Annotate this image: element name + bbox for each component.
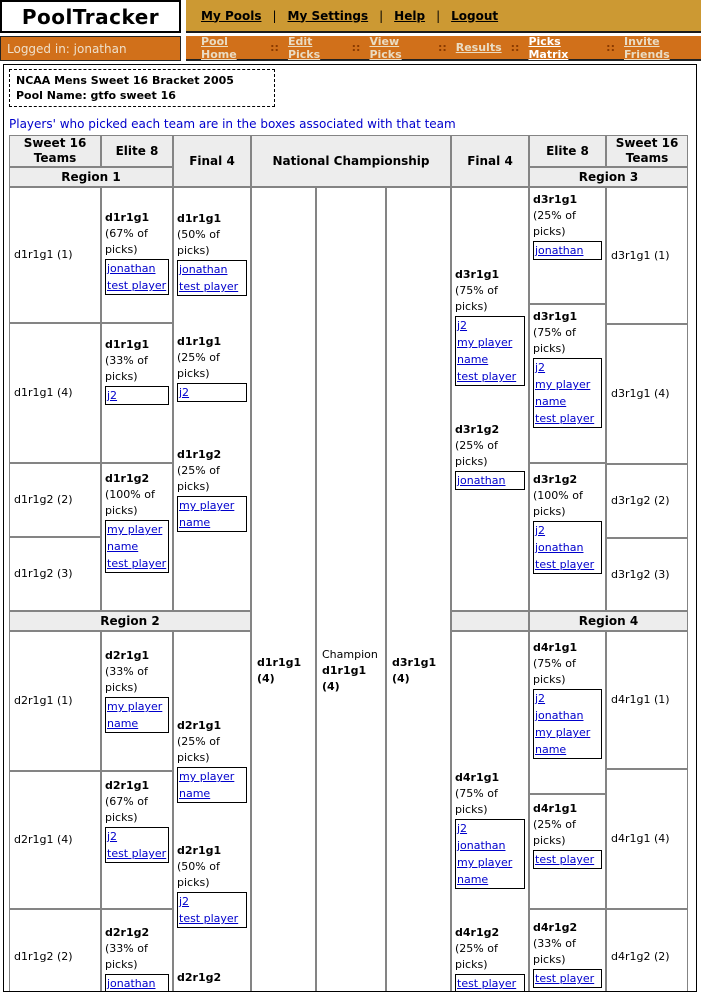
region-2-header: Region 2: [9, 611, 251, 631]
pick-percentage: (50% of picks): [177, 228, 220, 257]
players-notice: Players' who picked each team are in the boxes associated with that team: [9, 117, 456, 131]
pick-percentage: (50% of picks): [177, 860, 220, 889]
final4-left-result: [251, 187, 316, 992]
pick-percentage: (75% of picks): [455, 284, 498, 313]
team-name: d3r1g1: [455, 268, 500, 281]
pick-percentage: (33% of picks): [533, 937, 576, 966]
bracket-title: NCAA Mens Sweet 16 Bracket 2005: [16, 74, 234, 87]
team-name: d2r1g2: [105, 926, 150, 939]
player-link[interactable]: test player: [457, 977, 517, 990]
player-link[interactable]: test player: [179, 280, 239, 293]
player-link[interactable]: my player name: [535, 378, 591, 408]
pool-name: Pool Name: gtfo sweet 16: [16, 89, 176, 102]
team-name: d2r1g1: [105, 779, 150, 792]
game-cell: [529, 794, 606, 909]
team-name: d4r1g2: [455, 926, 500, 939]
player-link[interactable]: j2: [107, 830, 118, 843]
final4-cell-right-top: [451, 187, 529, 611]
player-link[interactable]: test player: [535, 853, 595, 866]
game-cell: [529, 187, 606, 304]
seed-cell: d2r1g1 (4): [9, 771, 101, 909]
player-box: [177, 260, 247, 296]
game-block: [455, 422, 527, 490]
pick-percentage: (67% of picks): [105, 795, 148, 824]
logged-in-status: Logged in: jonathan: [0, 36, 181, 61]
game-block: [455, 925, 527, 992]
seed-cell: d2r1g1 (1): [9, 631, 101, 771]
pick-percentage: (75% of picks): [533, 657, 576, 686]
nav-separator: ::: [510, 41, 520, 54]
player-link[interactable]: my player name: [179, 770, 235, 800]
player-link[interactable]: test player: [535, 972, 595, 985]
game-cell: [101, 323, 173, 463]
team-name: d3r1g2: [533, 473, 578, 486]
nav-separator: ::: [351, 41, 361, 54]
team-name: d3r1g2: [455, 423, 500, 436]
top-menu-bar: [186, 0, 701, 33]
game-cell: [101, 909, 173, 992]
game-cell: [529, 304, 606, 463]
game-cell: [101, 771, 173, 909]
player-box: [105, 520, 169, 573]
player-box: [455, 471, 525, 490]
nav-separator: ::: [270, 41, 279, 54]
region-4-header: Region 4: [529, 611, 688, 631]
final4-cell-left-top: [173, 187, 251, 611]
player-link[interactable]: j2: [535, 692, 546, 705]
player-link[interactable]: jonathan: [107, 977, 156, 990]
game-block: [177, 843, 249, 928]
seed-cell: d1r1g2 (2): [9, 463, 101, 537]
nav-link-results[interactable]: Results: [455, 41, 502, 54]
menu-separator: |: [379, 8, 384, 23]
player-link[interactable]: jonathan: [457, 474, 506, 487]
seed-cell: d3r1g1 (4): [606, 324, 688, 464]
team-name: d1r1g1: [177, 212, 222, 225]
game-block: [455, 267, 527, 386]
col-header-elite8-left: Elite 8: [101, 135, 173, 167]
pick-percentage: (25% of picks): [177, 735, 220, 764]
menu-link-my-settings[interactable]: My Settings: [287, 8, 369, 23]
player-link[interactable]: my player name: [107, 523, 163, 553]
player-box: [533, 521, 602, 574]
game-cell: [529, 909, 606, 992]
final4-right-result: [386, 187, 451, 992]
seed-cell: d4r1g1 (4): [606, 769, 688, 909]
player-box: [105, 386, 169, 405]
pick-percentage: (100% of picks): [105, 488, 155, 517]
player-box: [455, 819, 525, 889]
team-name: d1r1g1: [177, 335, 222, 348]
team-name: d1r1g1: [105, 211, 150, 224]
pick-percentage: (67% of picks): [105, 227, 148, 256]
pick-percentage: (25% of picks): [533, 818, 576, 847]
player-link[interactable]: j2: [179, 386, 190, 399]
pick-percentage: (75% of picks): [533, 326, 576, 355]
app-title: PoolTracker: [21, 4, 160, 29]
menu-separator: |: [436, 8, 441, 23]
nav-link-edit-picks[interactable]: Edit Picks: [287, 34, 321, 61]
player-link[interactable]: j2: [535, 524, 546, 537]
player-box: [533, 850, 602, 869]
pick-percentage: (75% of picks): [455, 787, 498, 816]
player-box: [105, 974, 169, 992]
player-link[interactable]: j2: [457, 319, 468, 332]
player-link[interactable]: test player: [107, 279, 167, 292]
team-name: d1r1g1: [257, 656, 302, 669]
pick-percentage: (25% of picks): [455, 439, 498, 468]
game-block: [177, 718, 249, 803]
game-block: [455, 770, 527, 889]
player-link[interactable]: test player: [107, 557, 167, 570]
seed-cell: d4r1g1 (1): [606, 631, 688, 769]
player-link[interactable]: jonathan: [457, 839, 506, 852]
nav-link-invite-friends[interactable]: Invite Friends: [623, 34, 670, 61]
player-link[interactable]: jonathan: [535, 709, 584, 722]
team-name: d4r1g2: [533, 921, 578, 934]
pick-percentage: (33% of picks): [105, 665, 148, 694]
menu-separator: |: [272, 8, 277, 23]
seed-cell: d3r1g2 (3): [606, 538, 688, 611]
player-link[interactable]: j2: [457, 822, 468, 835]
player-box: [533, 358, 602, 428]
region-row-spacer: [451, 611, 529, 631]
pick-percentage: (25% of picks): [177, 464, 220, 493]
champion-label: Champion: [322, 648, 378, 661]
player-link[interactable]: test player: [535, 558, 595, 571]
game-block: [177, 970, 249, 986]
player-box: [533, 689, 602, 759]
col-header-final4-left: Final 4: [173, 135, 251, 187]
col-header-final4-right: Final 4: [451, 135, 529, 187]
player-box: [533, 969, 602, 988]
region-1-header: Region 1: [9, 167, 173, 187]
team-name: d3r1g1: [533, 310, 578, 323]
team-seed: (4): [392, 672, 410, 685]
player-link[interactable]: test player: [179, 912, 239, 925]
player-box: [177, 767, 247, 803]
team-name: d4r1g1: [533, 641, 578, 654]
player-box: [105, 827, 169, 863]
player-link[interactable]: j2: [179, 895, 190, 908]
final4-cell-left-bottom: [173, 631, 251, 992]
menu-link-my-pools[interactable]: My Pools: [201, 8, 262, 23]
seed-cell: d3r1g2 (2): [606, 464, 688, 538]
nav-separator: ::: [437, 41, 447, 54]
player-box: [455, 316, 525, 386]
player-link[interactable]: my player name: [107, 700, 163, 730]
nav-link-view-picks[interactable]: View Picks: [369, 34, 402, 61]
col-header-sweet16-left: Sweet 16 Teams: [9, 135, 101, 167]
game-cell: [529, 463, 606, 611]
game-cell: [101, 187, 173, 323]
col-header-sweet16-right: Sweet 16 Teams: [606, 135, 688, 167]
game-block: [177, 211, 249, 296]
game-block: [177, 447, 249, 532]
team-name: d3r1g1: [392, 656, 437, 669]
game-block: [177, 334, 249, 402]
nav-separator: ::: [606, 41, 615, 54]
seed-cell: d1r1g2 (2): [9, 909, 101, 992]
champion-cell: [316, 187, 386, 992]
team-name: d3r1g1: [533, 193, 578, 206]
player-link[interactable]: test player: [107, 847, 167, 860]
team-name: d1r1g1: [105, 338, 150, 351]
player-link[interactable]: my player name: [457, 856, 513, 886]
picks-matrix-bracket: [9, 135, 688, 992]
col-header-elite8-right: Elite 8: [529, 135, 606, 167]
menu-link-help[interactable]: Help: [394, 8, 426, 23]
nav-link-picks-matrix[interactable]: Picks Matrix: [528, 34, 569, 61]
team-name: d4r1g1: [533, 802, 578, 815]
game-cell: [101, 631, 173, 771]
team-name: d2r1g1: [177, 844, 222, 857]
pick-percentage: (25% of picks): [455, 942, 498, 971]
pool-nav-bar: [186, 36, 701, 61]
player-link[interactable]: test player: [457, 370, 517, 383]
player-link[interactable]: j2: [107, 389, 118, 402]
content-frame: [3, 64, 697, 992]
team-name: d2r1g1: [105, 649, 150, 662]
player-link[interactable]: jonathan: [535, 541, 584, 554]
player-box: [177, 383, 247, 402]
game-cell: [529, 631, 606, 794]
team-name: d2r1g2: [177, 971, 222, 984]
seed-cell: d1r1g2 (3): [9, 537, 101, 611]
player-link[interactable]: my player name: [535, 726, 591, 756]
app-logo-box: [0, 0, 181, 33]
pick-percentage: (33% of picks): [105, 942, 148, 971]
nav-link-pool-home[interactable]: Pool Home: [201, 34, 237, 61]
pool-info-box: [9, 69, 275, 107]
team-seed: (4): [322, 680, 340, 693]
seed-cell: d1r1g1 (1): [9, 187, 101, 323]
player-box: [177, 496, 247, 532]
player-link[interactable]: my player name: [457, 336, 513, 366]
seed-cell: d4r1g2 (2): [606, 909, 688, 992]
player-link[interactable]: jonathan: [179, 263, 228, 276]
player-link[interactable]: jonathan: [107, 262, 156, 275]
pick-percentage: (25% of picks): [177, 351, 220, 380]
team-name: d1r1g2: [177, 448, 222, 461]
team-name: d4r1g1: [455, 771, 500, 784]
menu-link-logout[interactable]: Logout: [451, 8, 499, 23]
region-3-header: Region 3: [529, 167, 688, 187]
team-name: d1r1g1: [322, 664, 367, 677]
player-box: [455, 974, 525, 992]
team-seed: (4): [257, 672, 275, 685]
player-box: [533, 241, 602, 260]
pick-percentage: (25% of picks): [533, 209, 576, 238]
player-box: [177, 892, 247, 928]
seed-cell: d3r1g1 (1): [606, 187, 688, 324]
player-box: [105, 259, 169, 295]
player-box: [105, 697, 169, 733]
player-link[interactable]: jonathan: [535, 244, 584, 257]
team-name: d2r1g1: [177, 719, 222, 732]
team-name: d1r1g2: [105, 472, 150, 485]
player-link[interactable]: test player: [535, 412, 595, 425]
pick-percentage: (100% of picks): [533, 489, 583, 518]
game-cell: [101, 463, 173, 611]
col-header-national-championship: National Championship: [251, 135, 451, 187]
final4-cell-right-bottom: [451, 631, 529, 992]
seed-cell: d1r1g1 (4): [9, 323, 101, 463]
pick-percentage: (33% of picks): [105, 354, 148, 383]
player-link[interactable]: my player name: [179, 499, 235, 529]
player-link[interactable]: j2: [535, 361, 546, 374]
